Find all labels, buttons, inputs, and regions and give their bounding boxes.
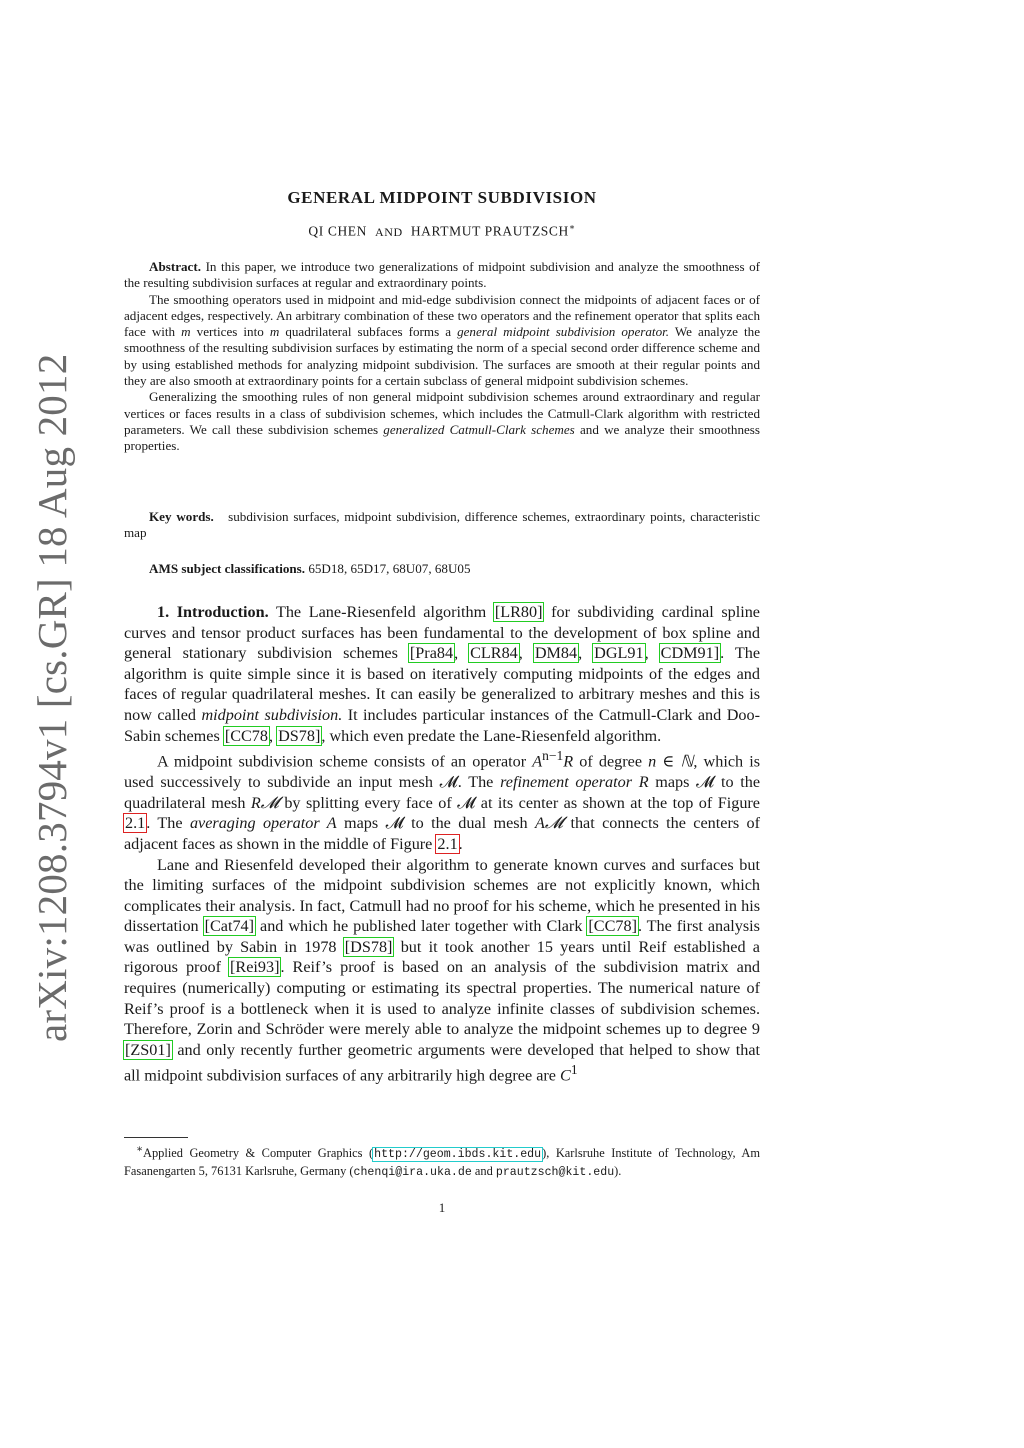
paper-title: GENERAL MIDPOINT SUBDIVISION (287, 188, 597, 207)
abstract (124, 259, 760, 455)
abstract-paragraph: The smoothing operators used in midpoint and mid-edge subdivision connect the midpoints of adjacent faces or of adjacent edges, respectively. An arbitrary combination of these two operators and the refinement operator that splits each face with m vertices into m quadrilateral subfaces forms a general midpoint subdivision operator. We analyze the smoothness of the resulting subdivision surfaces by estimating the norm of a special second order difference scheme and by using established methods for analyzing midpoint subdivision. The surfaces are smooth at their regular points and they are also smooth at extraordinary points for a certain subclass of general midpoint subdivision schemes. (124, 291, 761, 389)
citation-link[interactable]: DS78] (278, 726, 321, 745)
citation-link[interactable]: [Pra84 (409, 644, 454, 663)
figure-reference-link[interactable]: 2.1 (437, 834, 458, 853)
body-paragraph: 1. Introduction. The Lane-Riesenfeld algorithm [LR80] for subdividing cardinal spline curves and tensor product surfaces has been fundamental to the development of box spline and general stationary subdivision schemes [Pra84, CLR84, DM84, DGL91, CDM91]. The algorithm is quite simple since it is based on iteratively computing midpoints of the edges and faces of regular quadrilateral meshes. It can easily be generalized to arbitrary meshes and this is now called midpoint subdivision. It includes particular instances of the Catmull-Clark and Doo-Sabin schemes [CC78, DS78], which even predate the Lane-Riesenfeld algorithm. (124, 603, 761, 745)
ams-label: AMS subject classifications. (149, 561, 306, 576)
citation-link[interactable]: CDM91] (660, 644, 720, 663)
keywords-label: Key words. (149, 509, 214, 524)
citation-link[interactable]: [CC78 (224, 726, 268, 745)
footnote-rule (124, 1137, 188, 1138)
email-chen[interactable]: chenqi@ira.uka.de (353, 1166, 472, 1180)
abstract-paragraph: Abstract. In this paper, we introduce two generalizations of midpoint subdivision and analyze the smoothness of the resulting subdivision surfaces at regular and extraordinary points. (124, 259, 761, 291)
citation-link[interactable]: [CC78] (588, 917, 637, 936)
citation-link[interactable]: [ZS01] (125, 1040, 171, 1059)
introduction-section (124, 602, 760, 1086)
author-1: QI CHEN (308, 223, 367, 239)
affiliation-url-link[interactable]: http://geom.ibds.kit.edu (374, 1148, 542, 1162)
email-prautzsch[interactable]: prautzsch@kit.edu (495, 1166, 615, 1180)
author-conjunction: AND (375, 224, 403, 239)
page-number: 1 (438, 1200, 446, 1215)
citation-link[interactable]: [DS78] (344, 937, 393, 956)
footnote: ∗Applied Geometry & Computer Graphics (http://geom.ibds.kit.edu), Karlsruhe Institute of Technology, Am Fasanengarten 5, 76131 Karlsruhe, Germany (chenqi@ira.uka.de and prautzsch@kit.edu). (124, 1144, 760, 1180)
author-2: HARTMUT PRAUTZSCH (410, 223, 569, 239)
figure-reference-link[interactable]: 2.1 (125, 814, 146, 833)
abstract-paragraph: Generalizing the smoothing rules of non general midpoint subdivision schemes around extraordinary and regular vertices or faces results in a class of subdivision schemes, which includes the Catmull-Clark algorithm with restricted parameters. We call these subdivision schemes generalized Catmull-Clark schemes and we analyze their smoothness properties. (124, 389, 760, 454)
ams-codes: 65D18, 65D17, 68U07, 68U05 (308, 561, 471, 576)
citation-link[interactable]: [LR80] (494, 603, 543, 621)
body-paragraph: Lane and Riesenfeld developed their algorithm to generate known curves and surfaces but the limiting surfaces of the midpoint subdivision schemes are not explicitly known, which complicates their analysis. In fact, Catmull had no proof for his scheme, which he presented in his dissertation [Cat74] and which he published later together with Clark [CC78]. The first analysis was outlined by Sabin in 1978 [DS78] but it took another 15 years until Reif established a rigorous proof [Rei93]. Reif’s proof is based on an analysis of the subdivision matrix and requires (numerically) computing or estimating its spectral properties. The numerical nature of Reif’s proof is a bottleneck when it is used to analyze infinite classes of subdivision schemes. Therefore, Zorin and Schröder were merely able to analyze the midpoint schemes up to degree 9 [ZS01] and only recently further geometric arguments were developed that helped to show that all midpoint subdivision surfaces of any arbitrarily high degree are $C^1$ (124, 855, 761, 1085)
body-paragraph: A midpoint subdivision scheme consists of an operator $A^{n-1}R$ of degree n ∈ ℕ, which is used successively to subdivide an input mesh 𝓜. The refinement operator R maps 𝓜 to the quadrilateral mesh R𝓜 by splitting every face of 𝓜 at its center as shown at the top of Figure 2.1. The averaging operator A maps 𝓜 to the dual mesh A𝓜 that connects the centers of adjacent faces as shown in the middle of Figure 2.1. (124, 748, 761, 853)
footnote-mark: ∗ (568, 222, 576, 232)
ams-classification (149, 561, 760, 577)
citation-link[interactable]: [Rei93] (230, 958, 280, 977)
citation-link[interactable]: DM84 (534, 644, 578, 663)
keywords (124, 509, 760, 542)
citation-link[interactable]: CLR84 (470, 644, 518, 663)
section-heading: 1. Introduction. (157, 603, 269, 621)
keywords-text: subdivision surfaces, midpoint subdivision, difference schemes, extraordinary points, characteristic map (124, 509, 760, 541)
citation-link[interactable]: [Cat74] (204, 917, 255, 936)
citation-link[interactable]: DGL91 (594, 644, 644, 663)
arxiv-identifier: arXiv:1208.3794v1 [cs.GR] 18 Aug 2012 (29, 353, 75, 1042)
abstract-label: Abstract. (149, 259, 201, 274)
author-line (124, 222, 760, 240)
